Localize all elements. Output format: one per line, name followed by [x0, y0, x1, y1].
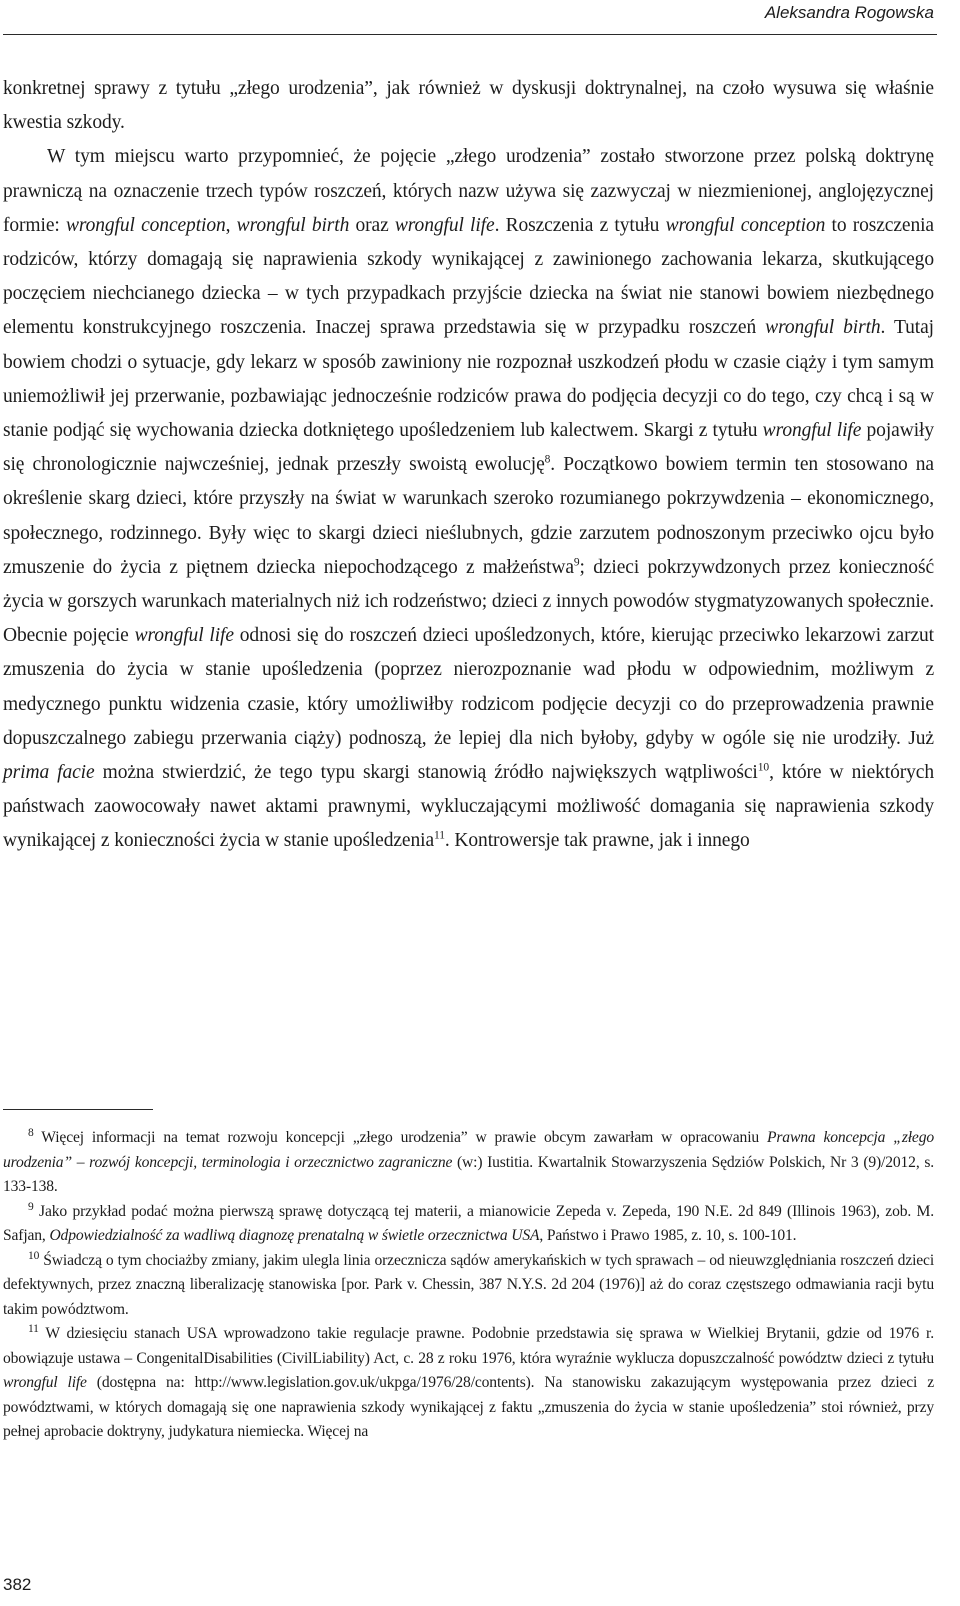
text-run: . Tutaj bowiem chodzi o sytuacje, gdy lekarz w sposób zawiniony nie rozpoznał uszkodzeń płodu w czasie ciąży i tym samym uniemożliwił jej przerwanie, pozbawiając jednocześnie rodziców prawa do podjęcia decyzji co do tego, czy chcą i są w stanie podjąć się wychowania dziecka dotkniętego upośledzeniem lub kalectwem. Skargi z tytułu	[3, 317, 934, 442]
italic-term: wrongful life	[394, 214, 495, 236]
text-run: . Początkowo bowiem termin ten stosowano na określenie skarg dzieci, które przyszły na świat w warunkach szeroko rozumianego pokrzywdzenia – ekonomicznego, społecznego, rodzinnego. Były więc to skargi dzieci nieślubnych, gdzie zarzutem podnoszonym przeciwko ojcu było zmuszenie do życia z piętnem dziecka niepochodzącego z małżeństwa	[3, 454, 934, 578]
footnote-number: 10	[28, 1249, 40, 1262]
page-number: 382	[3, 1575, 32, 1594]
text-run: . Roszczenia z tytułu	[494, 214, 666, 236]
header-rule	[3, 34, 937, 35]
footnote-8	[3, 1126, 934, 1200]
footnote-separator	[3, 1109, 153, 1110]
text-run: pojawiły się chronologicznie najwcześniej, jednak przeszły swoistą ewolucję	[3, 420, 934, 476]
italic-term: wrongful life	[134, 625, 234, 647]
italic-term: wrongful birth	[765, 317, 881, 339]
footnote-ref-10[interactable]: 10	[757, 761, 770, 774]
italic-term: wrongful life	[762, 420, 862, 442]
text-run: oraz	[349, 214, 395, 236]
footnote-text: W dziesięciu stanach USA wprowadzono takie regulacje prawne. Podobnie przedstawia się sprawa w Wielkiej Brytanii, gdzie od 1976 r. obowiązuje ustawa – CongenitalDisabilities (CivilLiability) Act, c. 28 z roku 1976, która wyraźnie wyklucza dopuszczalność powództw dzieci z tytułu	[3, 1325, 934, 1367]
footnote-italic: wrongful life	[3, 1374, 87, 1391]
footnote-text: (w:) Iustitia. Kwartalnik Stowarzyszenia Sędziów Polskich, Nr 3 (9)/2012, s. 133-138.	[3, 1153, 934, 1195]
footnote-number: 11	[28, 1322, 39, 1335]
footnote-text: Jako przykład podać można pierwszą sprawę dotyczącą tej materii, a mianowicie Zepeda v. Zepeda, 190 N.E. 2d 849 (Illinois 1963), zob. M. Safjan,	[3, 1202, 934, 1244]
italic-term: wrongful conception	[65, 214, 226, 236]
text-run: . Kontrowersje tak prawne, jak i innego	[444, 830, 750, 852]
italic-term: prima facie	[3, 762, 95, 784]
text-run: , które w niektórych państwach zaowocowały nawet aktami prawnymi, wykluczającymi możliwość domagania się naprawienia szkody wynikającej z konieczności życia w stanie upośledzenia	[3, 762, 934, 852]
text-run: W tym miejscu warto przypomnieć, że pojęcie „złego urodzenia” zostało stworzone przez polską doktrynę prawniczą na oznaczenie trzech typów roszczeń, których nazw używa się zazwyczaj w niezmienionej, anglojęzycznej formie:	[3, 146, 934, 236]
italic-term: wrongful conception	[665, 214, 826, 236]
running-head-author: Aleksandra Rogowska	[764, 3, 934, 22]
text-run: odnosi się do roszczeń dzieci upośledzonych, które, kierując przeciwko lekarzowi zarzut zmuszenia do życia w stanie upośledzenia (poprzez nierozpoznanie wad płodu w odpowiednim, możliwym z medycznego punktu widzenia czasie, który umożliwiłby rodzicom podjęcie decyzji co do przeprowadzenia prawnie dopuszczalnego zabiegu przerwania ciąży) podnoszą, że lepiej dla nich byłoby, gdyby w ogóle się nie urodziły. Już	[3, 625, 934, 749]
footnote-text: Więcej informacji na temat rozwoju koncepcji „złego urodzenia” w prawie obcym zawarłam w opracowaniu	[33, 1129, 768, 1146]
footnote-text: (dostępna na: http://www.legislation.gov.uk/ukpga/1976/28/contents). Na stanowisku zakazującym występowania przez dzieci z powództwami, w których domagają się one naprawienia szkody wynikającej z faktu „zmuszenia do życia w stanie upośledzenia” stoi również, przy pełnej aprobacie doktryny, judykatura niemiecka. Więcej na	[3, 1374, 934, 1440]
footnote-ref-11[interactable]: 11	[434, 829, 445, 842]
text-run: to roszczenia rodziców, którzy domagają się naprawienia szkody wynikającej z zawinionego zachowania lekarza, skutkującego poczęciem niechcianego dziecka – w tych przypadkach przyjście dziecka na świat nie stanowi bowiem niezbędnego elementu konstrukcyjnego roszczenia. Inaczej sprawa przedstawia się w przypadku roszczeń	[3, 214, 934, 339]
italic-term: wrongful birth	[236, 214, 350, 236]
footnote-ref-8[interactable]: 8	[544, 453, 551, 466]
footnote-10	[3, 1249, 934, 1323]
main-text	[3, 72, 934, 859]
footnote-9	[3, 1200, 934, 1249]
footnote-italic: Prawna koncepcja „złego urodzenia” – rozwój koncepcji, terminologia i orzecznictwo zagraniczne	[3, 1129, 934, 1171]
footnote-11	[3, 1322, 934, 1445]
footnote-ref-9[interactable]: 9	[573, 556, 580, 569]
paragraph-2	[3, 140, 934, 858]
text-run: można stwierdzić, że tego typu skargi stanowią źródło największych wątpliwości	[94, 762, 758, 784]
text-run: ,	[225, 214, 237, 236]
footnote-number: 9	[28, 1200, 34, 1213]
footnote-italic: Odpowiedzialność za wadliwą diagnozę prenatalną w świetle orzecznictwa USA	[49, 1227, 540, 1244]
footnote-number: 8	[28, 1126, 34, 1139]
footnote-text: , Państwo i Prawo 1985, z. 10, s. 100-101.	[539, 1227, 797, 1244]
footnotes	[3, 1126, 934, 1445]
footnote-text: Świadczą o tym chociażby zmiany, jakim ulegla linia orzecznicza sądów amerykańskich w tych sprawach – od nieuwzględniania roszczeń dzieci defektywnych, przez znaczną liberalizację stanowiska [por. Park v. Chessin, 387 N.Y.S. 2d 204 (1976)] aż do coraz częstszego odmawiania racji bytu takim powództwom.	[3, 1251, 934, 1318]
paragraph-1: konkretnej sprawy z tytułu „złego urodzenia”, jak również w dyskusji doktrynalnej, na czoło wysuwa się właśnie kwestia szkody.	[3, 78, 934, 134]
text-run: ; dzieci pokrzywdzonych przez konieczność życia w gorszych warunkach materialnych niż ich rodzeństwo; dzieci z innych powodów stygmatyzowanych społecznie. Obecnie pojęcie	[3, 556, 934, 647]
